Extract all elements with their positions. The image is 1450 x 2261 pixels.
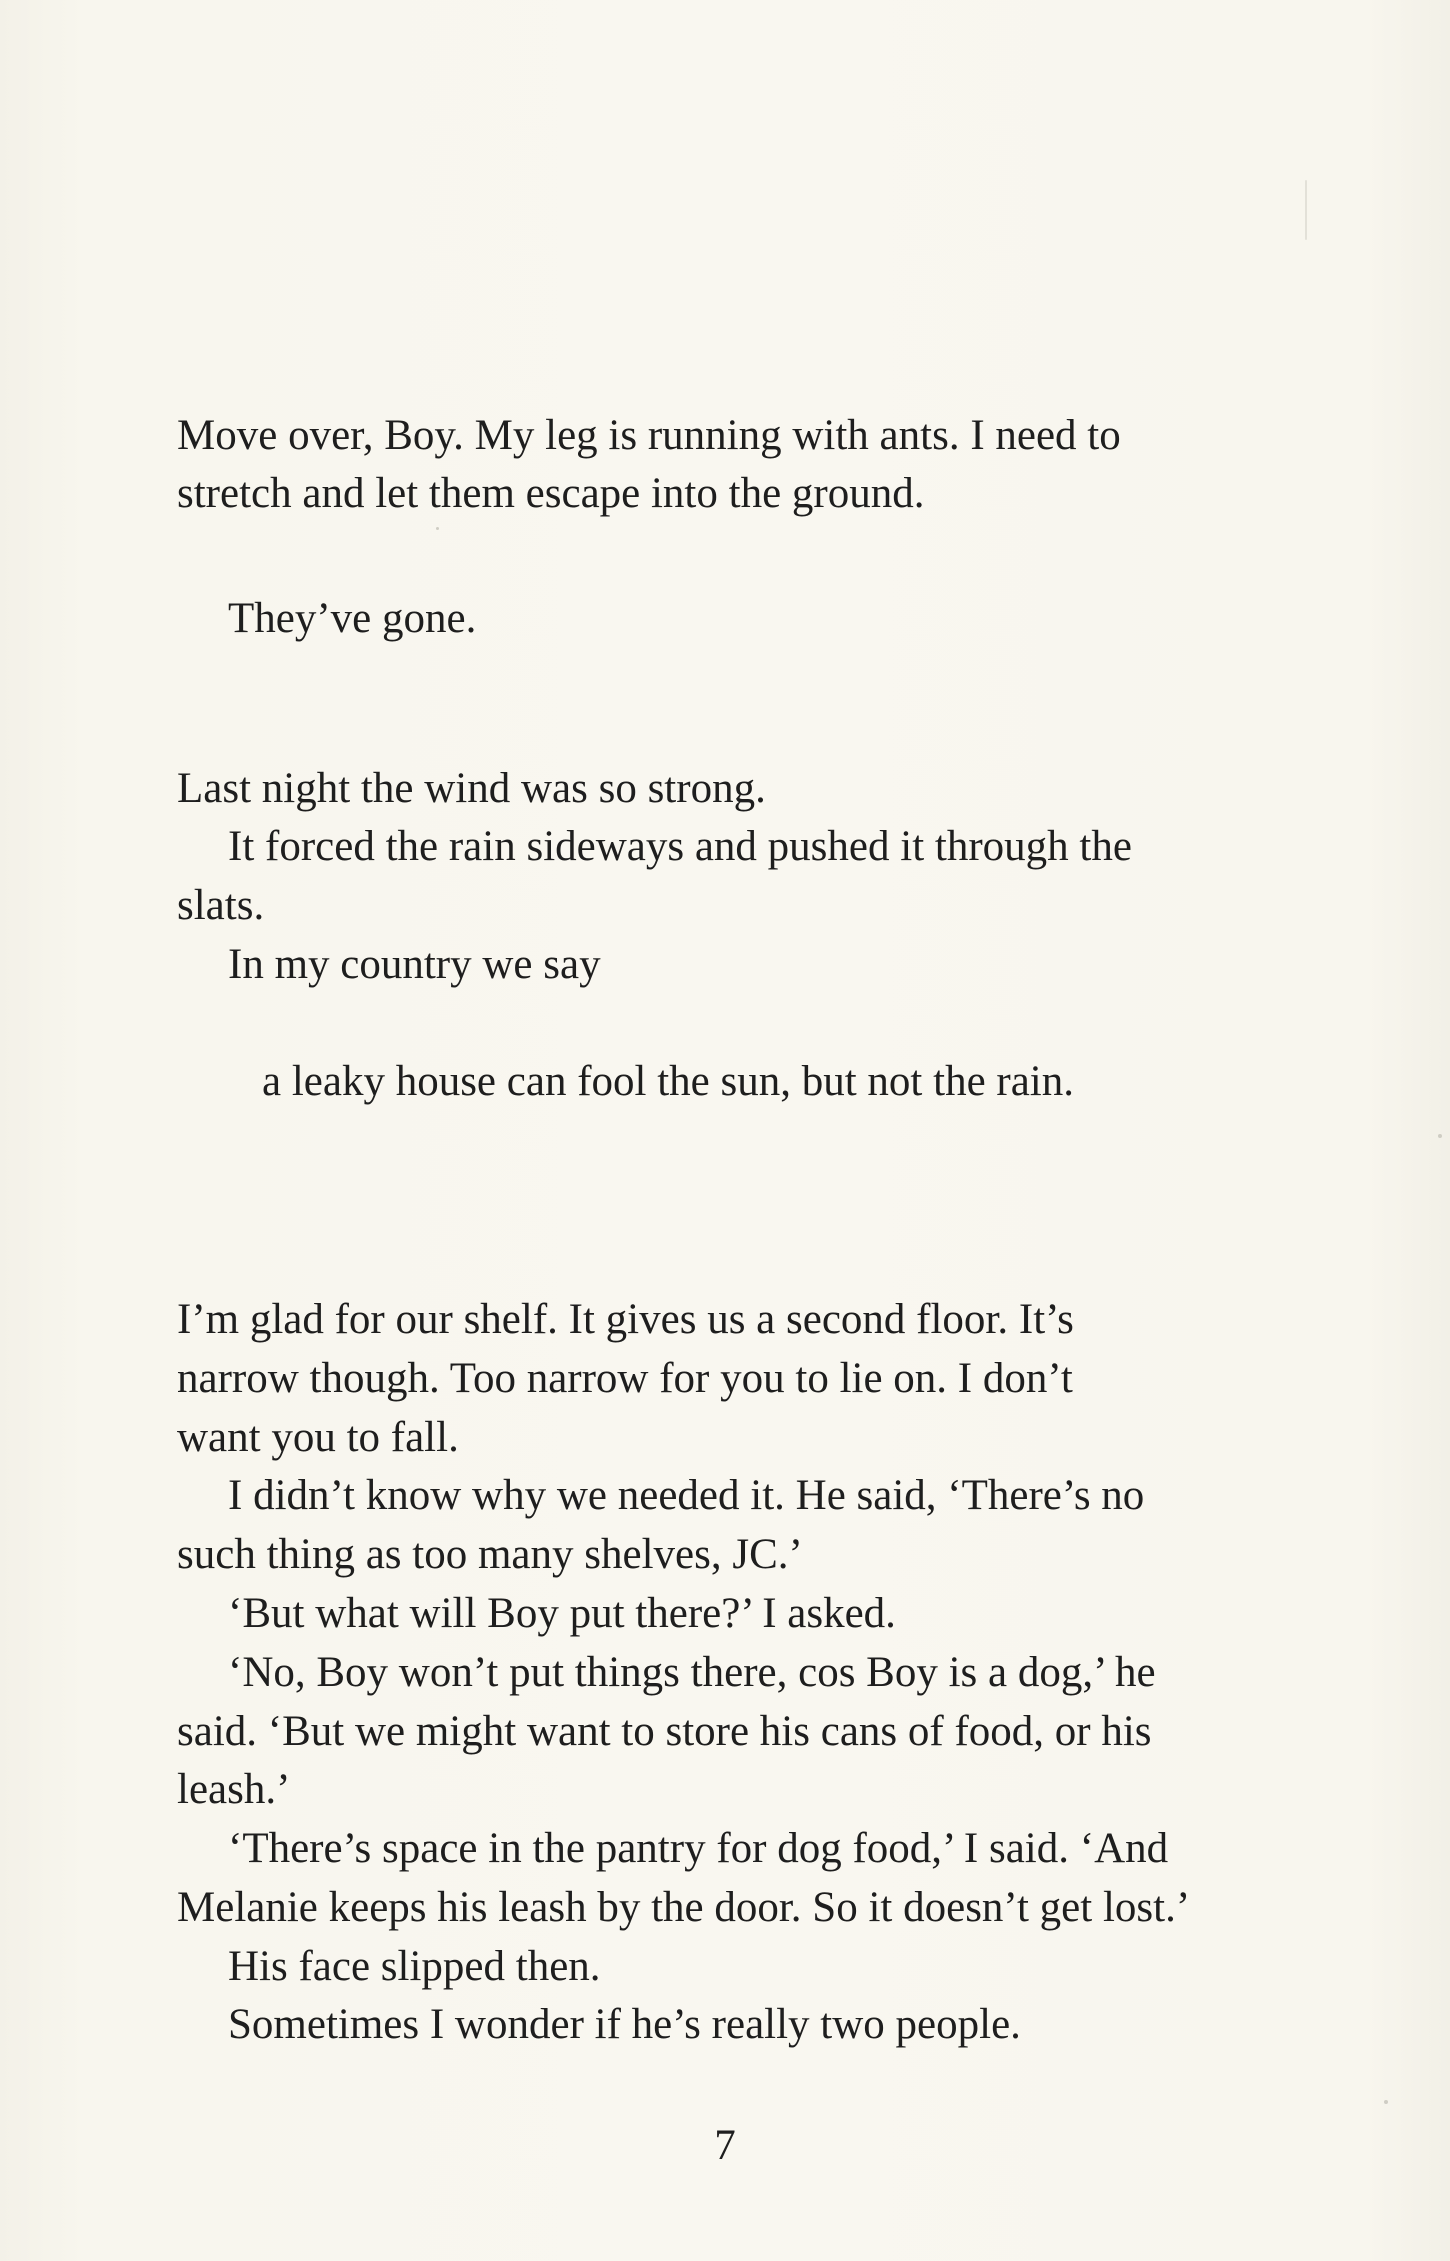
paper-speck (436, 527, 439, 530)
text-line: Melanie keeps his leash by the door. So it doesn’t get lost.’ (177, 1884, 1191, 1931)
text-line: ‘But what will Boy put there?’ I asked. (228, 1590, 896, 1637)
text-line: said. ‘But we might want to store his cans of food, or his (177, 1708, 1152, 1755)
text-line: such thing as too many shelves, JC.’ (177, 1531, 803, 1578)
text-line: leash.’ (177, 1766, 291, 1813)
page-number: 7 (714, 2122, 736, 2169)
text-line: I’m glad for our shelf. It gives us a second floor. It’s (177, 1296, 1074, 1343)
paper-speck (1384, 2100, 1388, 2104)
text-line: slats. (177, 882, 265, 929)
text-line: I didn’t know why we needed it. He said, ‘There’s no (228, 1472, 1145, 1519)
paper-speck (1438, 1134, 1442, 1138)
text-line: Sometimes I wonder if he’s really two people. (228, 2001, 1021, 2048)
proverb-quote: a leaky house can fool the sun, but not the rain. (262, 1058, 1075, 1105)
text-line: They’ve gone. (228, 595, 477, 642)
text-line: stretch and let them escape into the ground. (177, 470, 925, 517)
text-line: In my country we say (228, 941, 601, 988)
text-line: Last night the wind was so strong. (177, 765, 766, 812)
text-line: want you to fall. (177, 1414, 459, 1461)
paper-mark (1305, 180, 1307, 240)
text-line: ‘There’s space in the pantry for dog food,’ I said. ‘And (228, 1825, 1169, 1872)
text-line: It forced the rain sideways and pushed it through the (228, 823, 1132, 870)
text-line: ‘No, Boy won’t put things there, cos Boy is a dog,’ he (228, 1649, 1156, 1696)
text-line: His face slipped then. (228, 1943, 601, 1990)
text-line: Move over, Boy. My leg is running with ants. I need to (177, 412, 1121, 459)
text-line: narrow though. Too narrow for you to lie on. I don’t (177, 1355, 1073, 1402)
